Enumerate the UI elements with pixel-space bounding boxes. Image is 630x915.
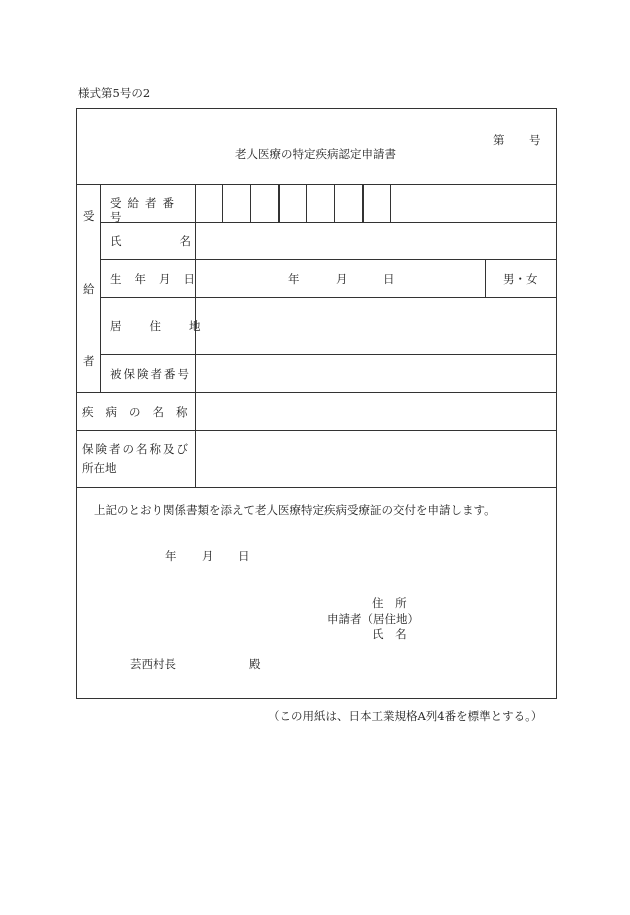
- date-day-unit: 日: [238, 549, 250, 563]
- date-month-unit: 月: [202, 549, 214, 563]
- insured-number-field[interactable]: [196, 355, 556, 392]
- row-divider: [77, 487, 556, 488]
- declaration-text: 上記のとおり関係書類を添えて老人医療特定疾病受療証の交付を申請します。: [94, 503, 496, 517]
- number-label-dai: 第: [493, 133, 505, 147]
- recipient-number-label: [110, 196, 188, 224]
- recipient-number-boxes[interactable]: [195, 184, 394, 222]
- disease-name-label: 疾病の名称: [82, 405, 200, 419]
- date-year-unit: 年: [165, 549, 177, 563]
- footer-note: （この用紙は、日本工業規格A列4番を標準とする。）: [268, 709, 543, 723]
- addressee: 芸西村長: [130, 657, 176, 671]
- application-form: [76, 108, 557, 699]
- digit-box[interactable]: [222, 184, 250, 222]
- section-column-divider: [100, 184, 101, 392]
- label-text: 受給者番号: [110, 196, 180, 224]
- applicant-address-label: 住 所: [372, 596, 411, 610]
- birthdate-label: 生年月日: [110, 272, 208, 286]
- disease-name-field[interactable]: [196, 393, 556, 430]
- section-char: 給: [83, 282, 95, 296]
- form-title: 老人医療の特定疾病認定申請書: [235, 147, 396, 161]
- name-label: 氏名: [110, 234, 249, 248]
- digit-box[interactable]: [334, 184, 362, 222]
- digit-box-end: [390, 184, 391, 222]
- insurer-label-line1: 保険者の名称及び: [82, 442, 190, 456]
- honorific: 殿: [249, 657, 261, 671]
- applicant-name-label: 氏 名: [372, 627, 411, 641]
- insurer-label-line2: 所在地: [82, 461, 117, 475]
- birthdate-year-unit: 年: [288, 272, 300, 286]
- row-divider: [100, 259, 556, 260]
- gender-option[interactable]: 男・女: [503, 272, 538, 286]
- birthdate-month-unit: 月: [336, 272, 348, 286]
- digit-box[interactable]: [278, 184, 306, 222]
- number-label-go: 号: [529, 133, 541, 147]
- address-field[interactable]: [196, 298, 556, 354]
- section-char: 者: [83, 354, 95, 368]
- applicant-label: 申請者（居住地）: [327, 612, 419, 626]
- section-char: 受: [83, 209, 95, 223]
- insurer-field[interactable]: [196, 431, 556, 487]
- digit-box[interactable]: [306, 184, 334, 222]
- birthdate-day-unit: 日: [383, 272, 395, 286]
- address-label: 居住地: [110, 319, 229, 333]
- gender-column-divider: [485, 259, 486, 297]
- insured-number-label: 被保険者番号: [110, 367, 191, 381]
- form-id: 様式第5号の2: [78, 86, 151, 100]
- name-field[interactable]: [196, 223, 556, 259]
- digit-box[interactable]: [250, 184, 278, 222]
- digit-box[interactable]: [362, 184, 390, 222]
